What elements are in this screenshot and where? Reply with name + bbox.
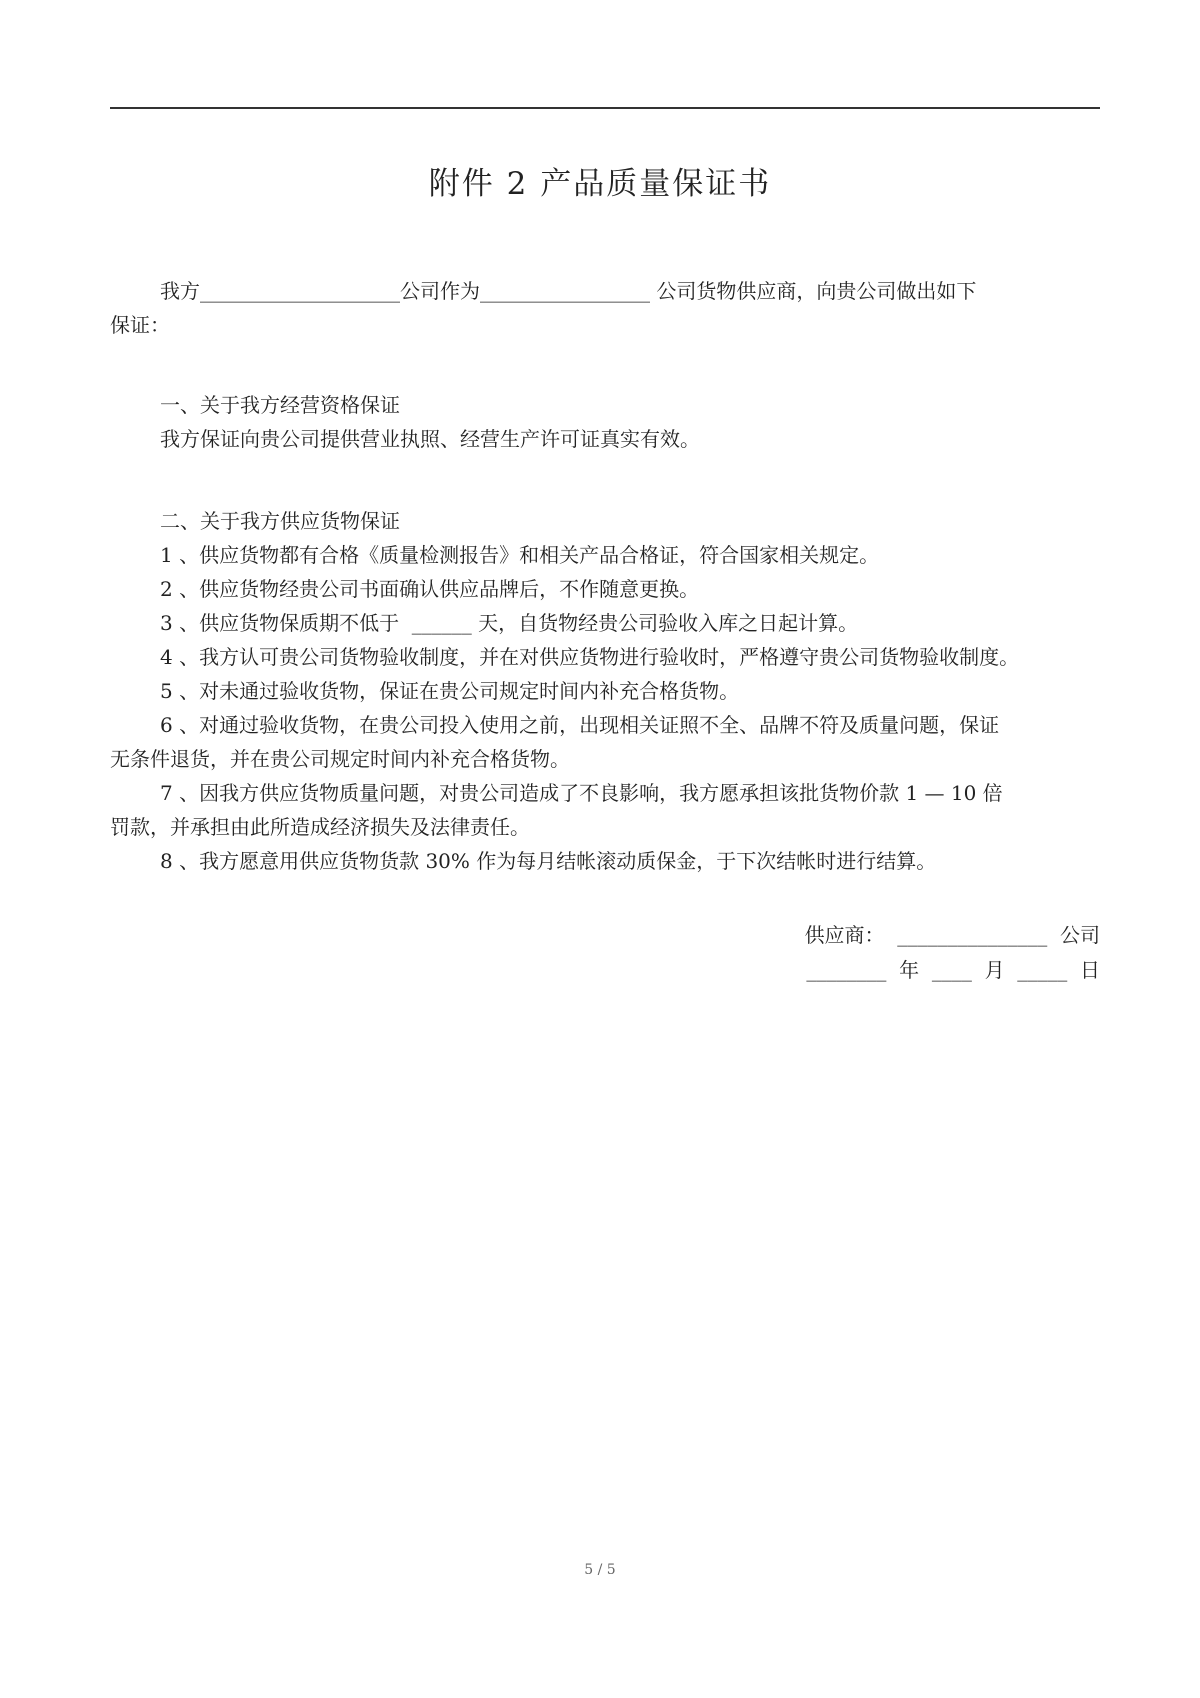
item-4: 4 、我方认可贵公司货物验收制度，并在对供应货物进行验收时，严格遵守贵公司货物验收制度。: [160, 645, 1020, 669]
header-rule: [110, 107, 1100, 109]
section1-text: 我方保证向贵公司提供营业执照、经营生产许可证真实有效。: [160, 427, 700, 451]
item-8: 8 、我方愿意用供应货物货款 30% 作为每月结帐滚动质保金，于下次结帐时进行结算。: [160, 849, 937, 873]
item-1: 1 、供应货物都有合格《质量检测报告》和相关产品合格证，符合国家相关规定。: [160, 543, 880, 567]
intro-line-2: 保证：: [110, 313, 170, 337]
item-2: 2 、供应货物经贵公司书面确认供应品牌后，不作随意更换。: [160, 577, 700, 601]
item-7-continued: 罚款，并承担由此所造成经济损失及法律责任。: [110, 815, 530, 839]
signature-supplier: 供应商： _______________ 公司: [804, 923, 1100, 947]
page-number: 5 / 5: [584, 1562, 616, 1578]
section1-heading: 一、关于我方经营资格保证: [160, 393, 400, 417]
item-6-continued: 无条件退货，并在贵公司规定时间内补充合格货物。: [110, 747, 570, 771]
item-3: 3 、供应货物保质期不低于 ______ 天，自货物经贵公司验收入库之日起计算。: [160, 611, 859, 635]
item-6: 6 、对通过验收货物，在贵公司投入使用之前，出现相关证照不全、品牌不符及质量问题，保证: [160, 713, 1000, 737]
document-title: 附件 2 产品质量保证书: [428, 166, 772, 202]
intro-line-1: 我方____________________公司作为_________________ 公司货物供应商，向贵公司做出如下: [160, 279, 977, 303]
signature-date: ________ 年 ____ 月 _____ 日: [806, 958, 1100, 982]
item-7: 7 、因我方供应货物质量问题，对贵公司造成了不良影响，我方愿承担该批货物价款 1 — 10 倍: [160, 781, 1003, 805]
item-5: 5 、对未通过验收货物，保证在贵公司规定时间内补充合格货物。: [160, 679, 740, 703]
section2-heading: 二、关于我方供应货物保证: [160, 509, 400, 533]
